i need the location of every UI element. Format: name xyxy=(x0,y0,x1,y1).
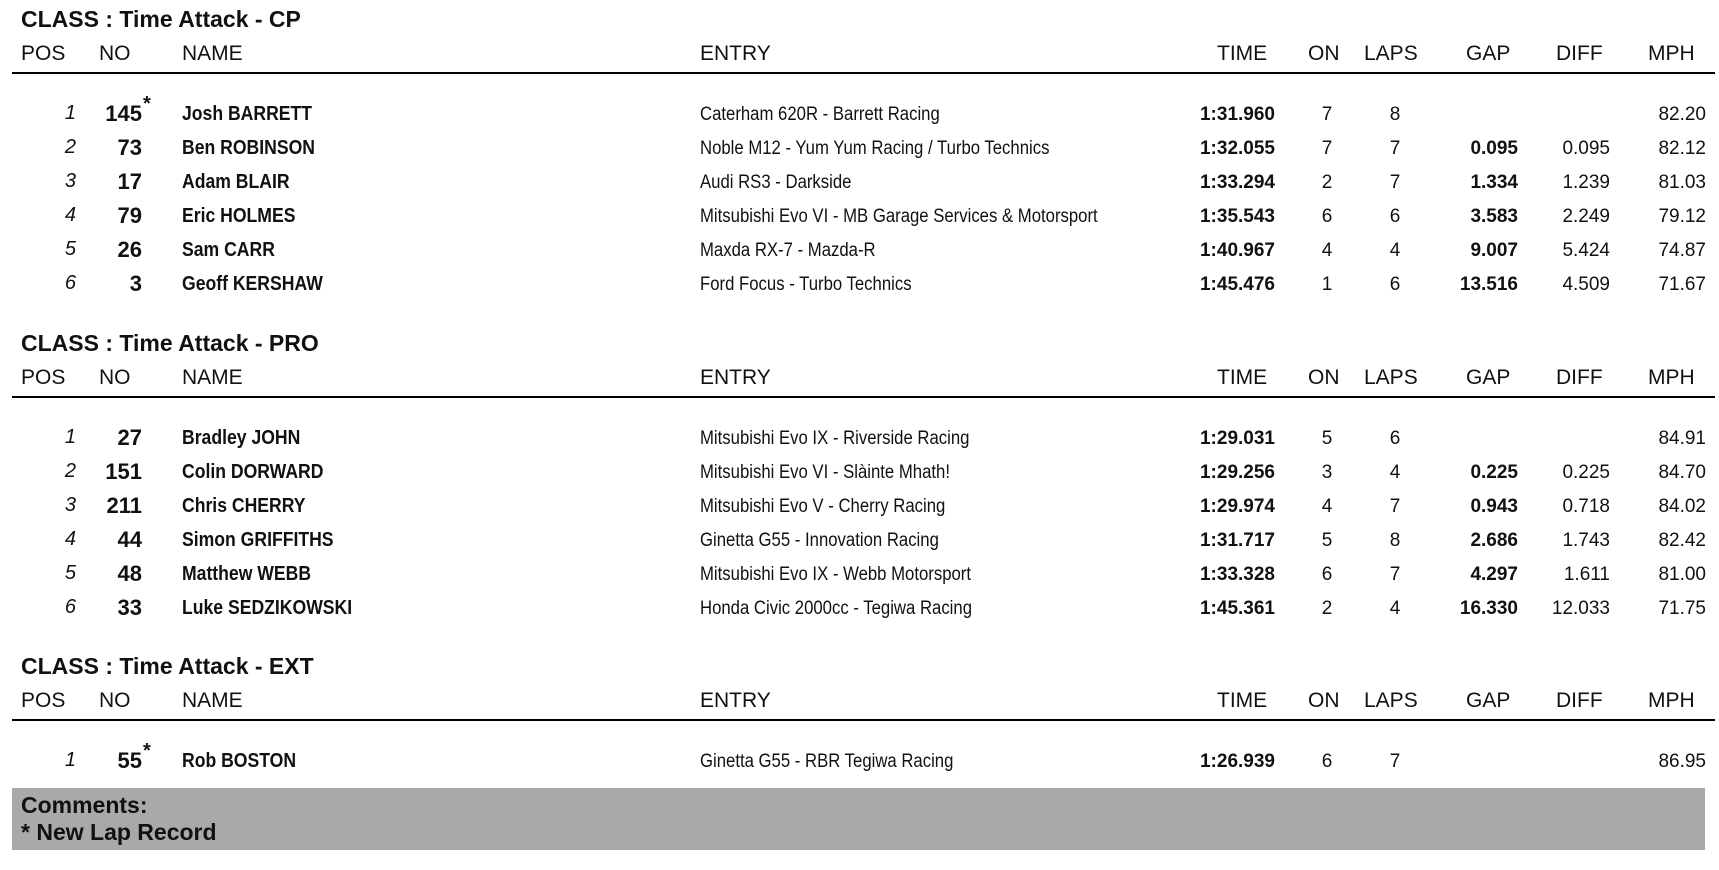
cell-entry: Mitsubishi Evo IX - Webb Motorsport xyxy=(700,564,972,585)
cell-no xyxy=(82,203,142,229)
car-number: 73 xyxy=(117,135,142,160)
cell-mph: 79.12 xyxy=(1658,206,1706,227)
column-header-laps: LAPS xyxy=(1364,366,1418,389)
cell-gap: 0.225 xyxy=(1470,462,1518,483)
cell-laps: 6 xyxy=(1389,206,1401,227)
column-header-entry: ENTRY xyxy=(700,689,771,712)
cell-entry: Ginetta G55 - Innovation Racing xyxy=(700,530,939,551)
cell-no xyxy=(82,169,142,195)
cell-mph: 74.87 xyxy=(1658,240,1706,261)
cell-laps: 7 xyxy=(1389,751,1401,772)
cell-time: 1:29.256 xyxy=(1199,462,1275,483)
column-header-pos: POS xyxy=(21,42,66,65)
table-row xyxy=(12,490,1715,522)
cell-diff: 5.424 xyxy=(1562,240,1610,261)
cell-laps: 4 xyxy=(1389,598,1401,619)
cell-on: 5 xyxy=(1321,428,1333,449)
cell-entry: Maxda RX-7 - Mazda-R xyxy=(700,240,876,261)
cell-time: 1:40.967 xyxy=(1199,240,1275,261)
cell-diff: 0.225 xyxy=(1562,462,1610,483)
class-section xyxy=(12,6,1715,302)
cell-name: Colin DORWARD xyxy=(182,461,324,483)
car-number: 79 xyxy=(117,203,142,228)
cell-entry: Caterham 620R - Barrett Racing xyxy=(700,104,940,125)
cell-on: 2 xyxy=(1321,172,1333,193)
table-header xyxy=(12,42,1715,74)
cell-diff: 1.239 xyxy=(1562,172,1610,193)
column-header-name: NAME xyxy=(182,689,243,712)
cell-time: 1:32.055 xyxy=(1199,138,1275,159)
column-header-no: NO xyxy=(99,366,131,389)
class-title: CLASS : Time Attack - PRO xyxy=(21,330,319,356)
cell-gap: 13.516 xyxy=(1459,274,1518,295)
cell-mph: 71.75 xyxy=(1658,598,1706,619)
cell-mph: 82.20 xyxy=(1658,104,1706,125)
column-header-laps: LAPS xyxy=(1364,42,1418,65)
cell-name: Luke SEDZIKOWSKI xyxy=(182,597,353,619)
cell-time: 1:33.328 xyxy=(1199,564,1275,585)
cell-pos: 4 xyxy=(64,528,76,550)
cell-on: 5 xyxy=(1321,530,1333,551)
cell-mph: 82.42 xyxy=(1658,530,1706,551)
column-header-diff: DIFF xyxy=(1556,689,1603,712)
cell-pos: 5 xyxy=(64,238,76,260)
cell-name: Ben ROBINSON xyxy=(182,137,315,159)
cell-mph: 71.67 xyxy=(1658,274,1706,295)
table-row xyxy=(12,268,1715,300)
column-header-on: ON xyxy=(1308,366,1340,389)
cell-pos: 5 xyxy=(64,562,76,584)
car-number: 145 xyxy=(105,101,142,126)
cell-on: 3 xyxy=(1321,462,1333,483)
table-row xyxy=(12,558,1715,590)
column-header-time: TIME xyxy=(1217,42,1268,65)
car-number: 33 xyxy=(117,595,142,620)
cell-gap: 0.943 xyxy=(1470,496,1518,517)
column-header-diff: DIFF xyxy=(1556,42,1603,65)
cell-on: 7 xyxy=(1321,138,1333,159)
cell-pos: 6 xyxy=(64,596,76,618)
cell-entry: Honda Civic 2000cc - Tegiwa Racing xyxy=(700,598,973,619)
cell-time: 1:45.476 xyxy=(1199,274,1275,295)
cell-laps: 6 xyxy=(1389,274,1401,295)
table-header xyxy=(12,366,1715,398)
cell-diff: 4.509 xyxy=(1562,274,1610,295)
cell-time: 1:33.294 xyxy=(1199,172,1275,193)
cell-mph: 81.00 xyxy=(1658,564,1706,585)
cell-no xyxy=(82,135,142,161)
column-header-laps: LAPS xyxy=(1364,689,1418,712)
cell-diff: 2.249 xyxy=(1562,206,1610,227)
cell-laps: 7 xyxy=(1389,496,1401,517)
class-title: CLASS : Time Attack - EXT xyxy=(21,653,314,679)
cell-no xyxy=(82,561,142,587)
cell-pos: 2 xyxy=(64,460,76,482)
cell-time: 1:31.717 xyxy=(1199,530,1275,551)
cell-mph: 84.02 xyxy=(1658,496,1706,517)
cell-mph: 81.03 xyxy=(1658,172,1706,193)
table-row xyxy=(12,93,1715,130)
cell-mph: 86.95 xyxy=(1658,751,1706,772)
cell-on: 2 xyxy=(1321,598,1333,619)
cell-gap: 16.330 xyxy=(1459,598,1518,619)
car-number: 26 xyxy=(117,237,142,262)
cell-diff: 1.611 xyxy=(1563,564,1610,585)
car-number: 17 xyxy=(117,169,142,194)
car-number: 48 xyxy=(117,561,142,586)
cell-gap: 1.334 xyxy=(1470,172,1518,193)
column-header-mph: MPH xyxy=(1648,366,1695,389)
lap-record-marker: * xyxy=(143,93,151,115)
cell-on: 4 xyxy=(1321,240,1333,261)
cell-no xyxy=(82,271,142,297)
cell-entry: Mitsubishi Evo VI - Slàinte Mhath! xyxy=(700,462,950,483)
cell-time: 1:45.361 xyxy=(1199,598,1275,619)
cell-time: 1:26.939 xyxy=(1199,751,1275,772)
cell-entry: Audi RS3 - Darkside xyxy=(700,172,852,193)
car-number: 211 xyxy=(106,493,142,518)
cell-name: Bradley JOHN xyxy=(182,427,301,449)
car-number: 3 xyxy=(129,271,142,296)
cell-no xyxy=(82,740,151,774)
car-number: 151 xyxy=(105,459,142,484)
cell-name: Rob BOSTON xyxy=(182,750,297,772)
cell-mph: 82.12 xyxy=(1658,138,1706,159)
cell-diff: 12.033 xyxy=(1551,598,1610,619)
cell-name: Chris CHERRY xyxy=(182,495,306,517)
cell-no xyxy=(82,425,142,451)
column-header-gap: GAP xyxy=(1466,42,1511,65)
cell-time: 1:29.974 xyxy=(1199,496,1275,517)
cell-no xyxy=(82,237,142,263)
cell-on: 6 xyxy=(1321,751,1333,772)
cell-entry: Ginetta G55 - RBR Tegiwa Racing xyxy=(700,751,954,772)
cell-laps: 7 xyxy=(1389,564,1401,585)
cell-laps: 6 xyxy=(1389,428,1401,449)
table-row xyxy=(12,200,1715,232)
cell-mph: 84.70 xyxy=(1658,462,1706,483)
table-row xyxy=(12,422,1715,454)
cell-entry: Ford Focus - Turbo Technics xyxy=(700,274,912,295)
car-number: 44 xyxy=(117,527,142,552)
cell-on: 4 xyxy=(1321,496,1333,517)
cell-pos: 1 xyxy=(64,426,76,448)
column-header-name: NAME xyxy=(182,42,243,65)
class-title: CLASS : Time Attack - CP xyxy=(21,6,301,32)
cell-gap: 3.583 xyxy=(1470,206,1518,227)
cell-no xyxy=(82,527,142,553)
cell-no xyxy=(82,459,142,485)
cell-diff: 1.743 xyxy=(1562,530,1610,551)
cell-entry: Noble M12 - Yum Yum Racing / Turbo Technics xyxy=(700,138,1050,159)
comments-box xyxy=(12,788,1705,850)
cell-gap: 4.297 xyxy=(1470,564,1518,585)
table-row xyxy=(12,234,1715,266)
column-header-mph: MPH xyxy=(1648,42,1695,65)
cell-laps: 4 xyxy=(1389,240,1401,261)
column-header-no: NO xyxy=(99,42,131,65)
comments-text: * New Lap Record xyxy=(21,819,217,845)
column-header-diff: DIFF xyxy=(1556,366,1603,389)
cell-pos: 3 xyxy=(64,170,76,192)
cell-pos: 1 xyxy=(64,102,76,124)
comments-label: Comments: xyxy=(21,792,148,818)
cell-mph: 84.91 xyxy=(1658,428,1706,449)
cell-no xyxy=(82,595,142,621)
cell-laps: 8 xyxy=(1389,530,1401,551)
column-header-entry: ENTRY xyxy=(700,366,771,389)
cell-time: 1:29.031 xyxy=(1199,428,1275,449)
cell-on: 1 xyxy=(1321,274,1333,295)
class-section xyxy=(12,653,1715,779)
cell-name: Geoff KERSHAW xyxy=(182,273,323,295)
cell-gap: 9.007 xyxy=(1470,240,1518,261)
cell-name: Josh BARRETT xyxy=(182,103,313,125)
column-header-pos: POS xyxy=(21,689,66,712)
cell-laps: 4 xyxy=(1389,462,1401,483)
cell-pos: 2 xyxy=(64,136,76,158)
cell-laps: 7 xyxy=(1389,138,1401,159)
cell-pos: 1 xyxy=(64,749,76,771)
cell-diff: 0.718 xyxy=(1562,496,1610,517)
cell-pos: 3 xyxy=(64,494,76,516)
cell-entry: Mitsubishi Evo VI - MB Garage Services & Motorsport xyxy=(700,206,1098,227)
cell-laps: 7 xyxy=(1389,172,1401,193)
table-row xyxy=(12,166,1715,198)
column-header-mph: MPH xyxy=(1648,689,1695,712)
cell-time: 1:31.960 xyxy=(1199,104,1275,125)
column-header-name: NAME xyxy=(182,366,243,389)
cell-gap: 2.686 xyxy=(1470,530,1518,551)
table-row xyxy=(12,740,1715,777)
cell-pos: 4 xyxy=(64,204,76,226)
cell-diff: 0.095 xyxy=(1562,138,1610,159)
table-header xyxy=(12,689,1715,721)
cell-laps: 8 xyxy=(1389,104,1401,125)
car-number: 55 xyxy=(117,748,142,773)
cell-on: 7 xyxy=(1321,104,1333,125)
cell-name: Eric HOLMES xyxy=(182,205,296,227)
cell-entry: Mitsubishi Evo IX - Riverside Racing xyxy=(700,428,970,449)
cell-name: Sam CARR xyxy=(182,239,275,261)
column-header-entry: ENTRY xyxy=(700,42,771,65)
table-row xyxy=(12,132,1715,164)
cell-pos: 6 xyxy=(64,272,76,294)
column-header-no: NO xyxy=(99,689,131,712)
column-header-gap: GAP xyxy=(1466,366,1511,389)
column-header-on: ON xyxy=(1308,689,1340,712)
cell-time: 1:35.543 xyxy=(1199,206,1275,227)
cell-on: 6 xyxy=(1321,206,1333,227)
table-row xyxy=(12,524,1715,556)
table-row xyxy=(12,592,1715,624)
table-row xyxy=(12,456,1715,488)
cell-on: 6 xyxy=(1321,564,1333,585)
lap-record-marker: * xyxy=(143,740,151,762)
cell-no xyxy=(82,493,142,519)
cell-gap: 0.095 xyxy=(1470,138,1518,159)
column-header-on: ON xyxy=(1308,42,1340,65)
column-header-time: TIME xyxy=(1217,366,1268,389)
cell-name: Matthew WEBB xyxy=(182,563,312,585)
column-header-pos: POS xyxy=(21,366,66,389)
cell-no xyxy=(82,93,151,127)
car-number: 27 xyxy=(117,425,142,450)
column-header-gap: GAP xyxy=(1466,689,1511,712)
cell-name: Adam BLAIR xyxy=(182,171,290,193)
class-section xyxy=(12,330,1715,626)
cell-name: Simon GRIFFITHS xyxy=(182,529,334,551)
column-header-time: TIME xyxy=(1217,689,1268,712)
cell-entry: Mitsubishi Evo V - Cherry Racing xyxy=(700,496,946,517)
